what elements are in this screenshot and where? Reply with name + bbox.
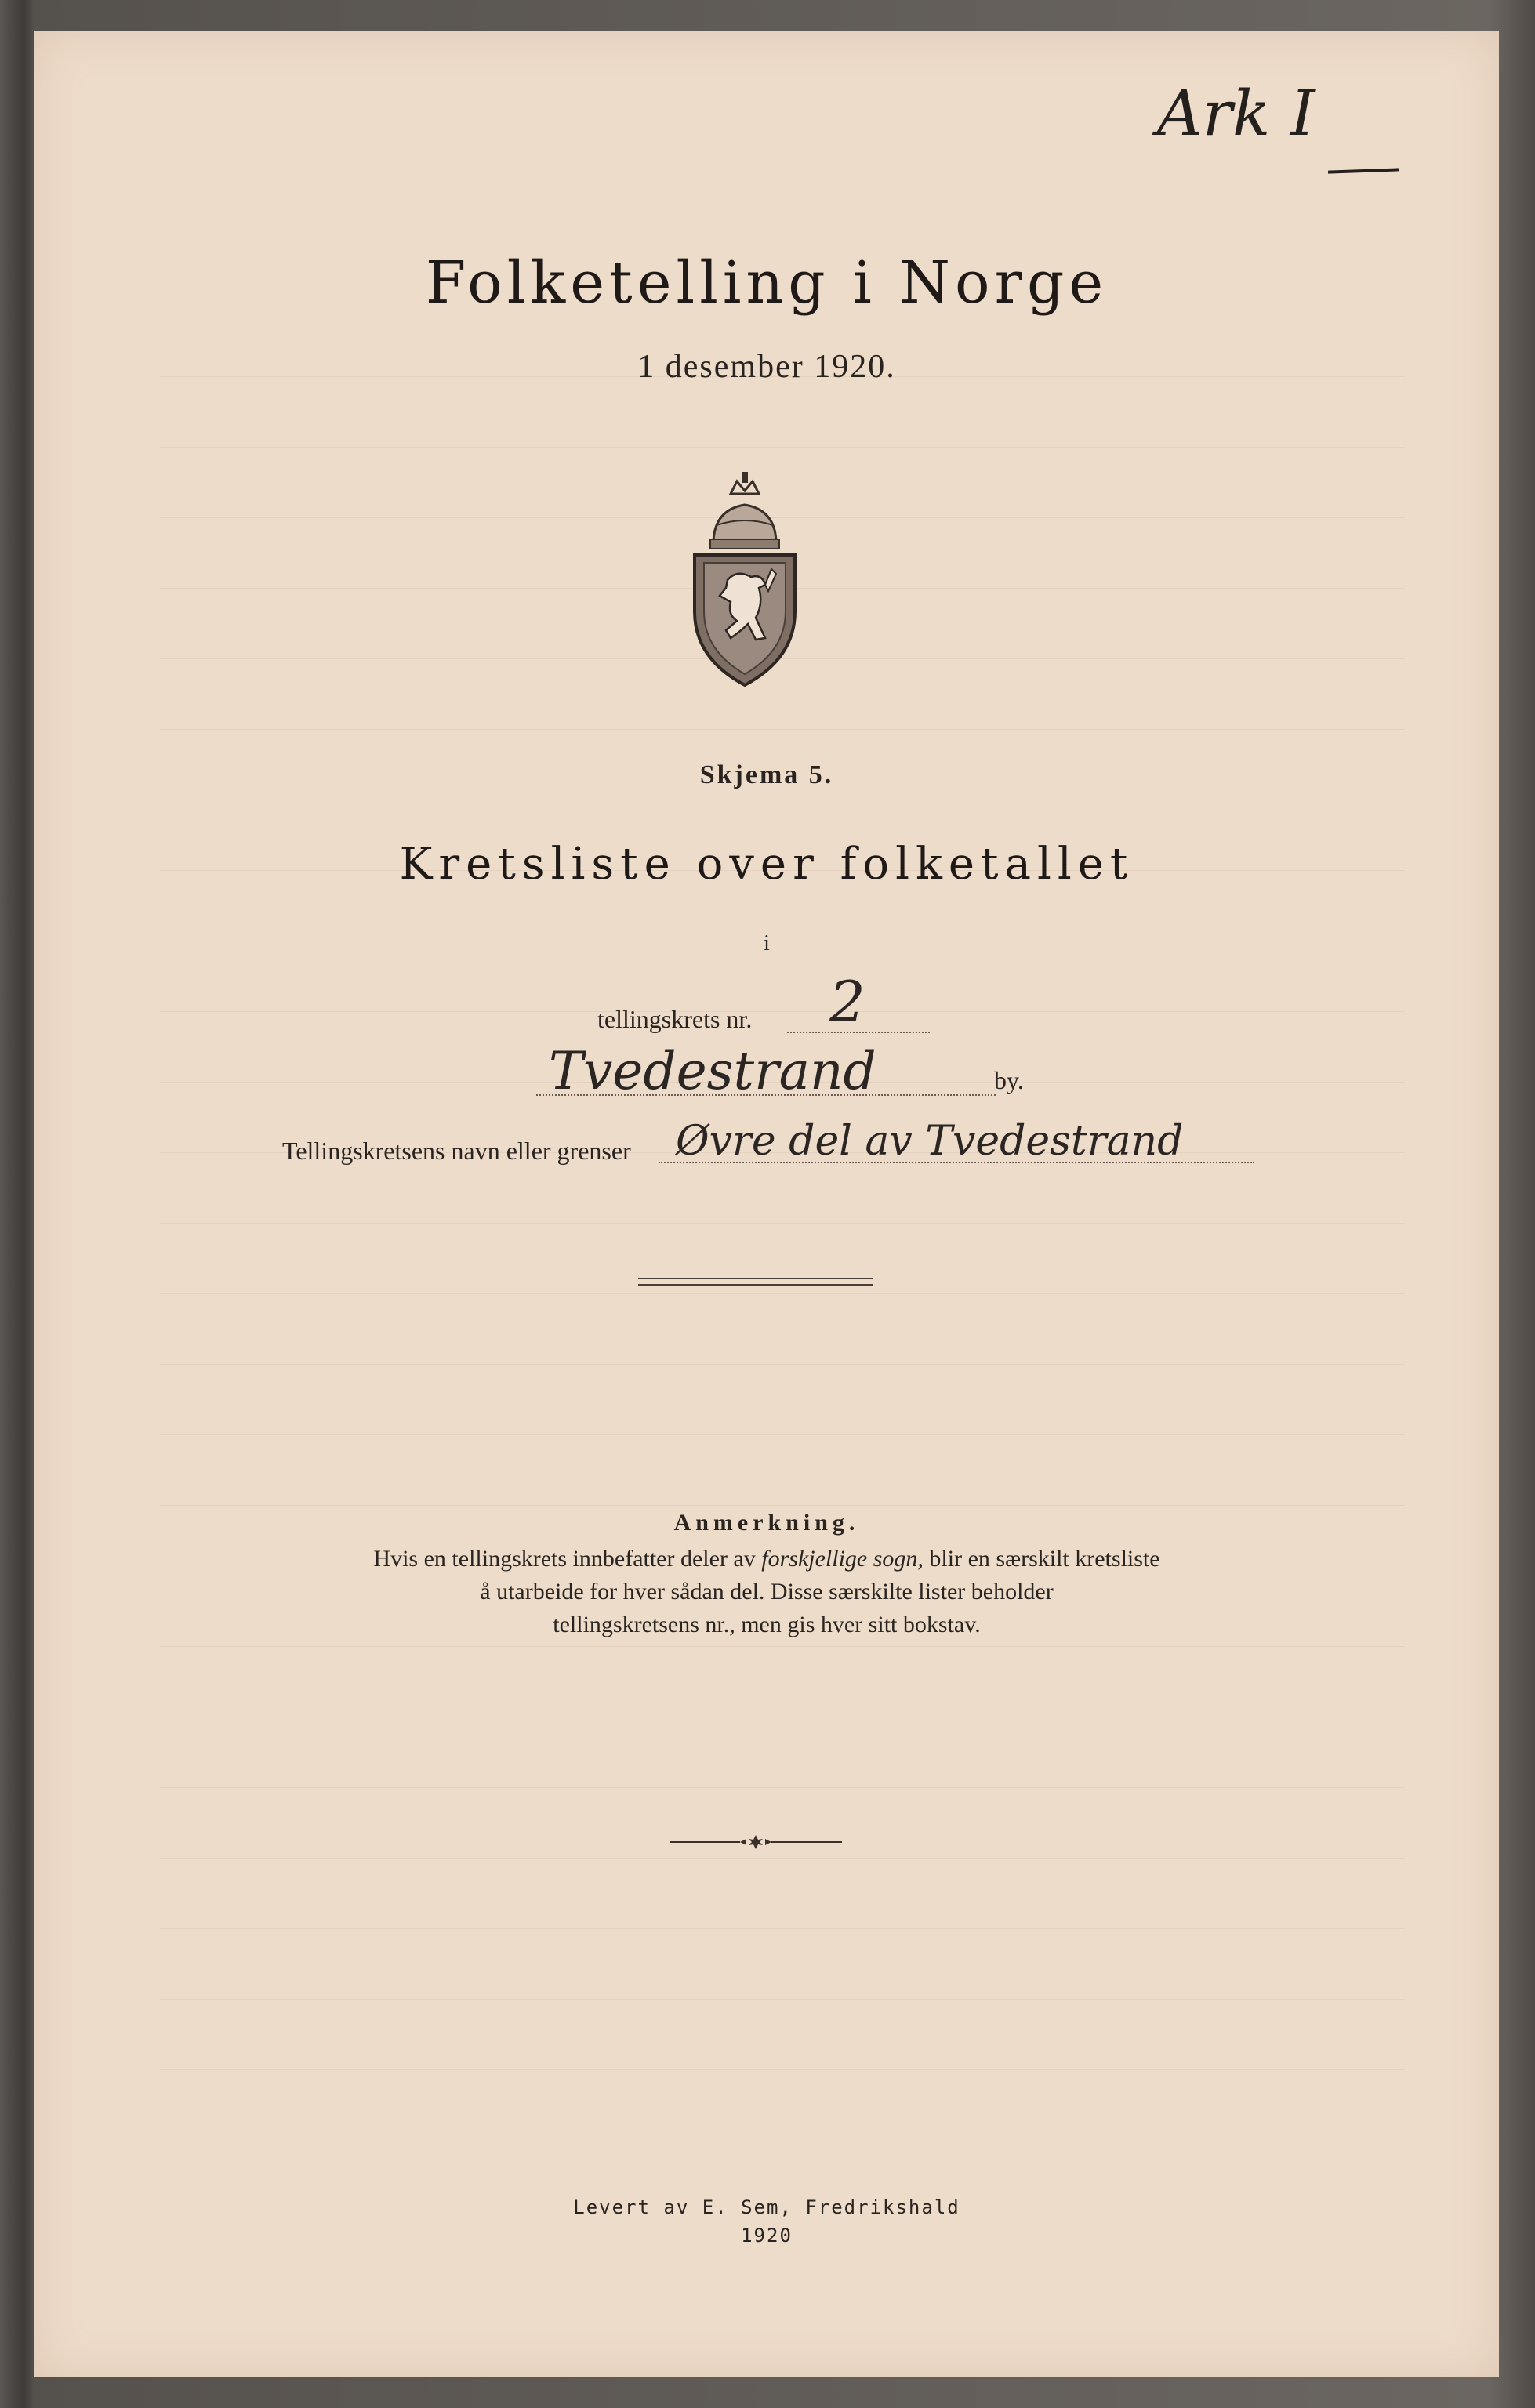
section-divider [638, 1278, 873, 1286]
note-line-1 [34, 1546, 1499, 1572]
boundaries-label: Tellingskretsens navn eller grenser [282, 1137, 631, 1165]
note-heading: Anmerkning. [673, 1510, 860, 1536]
note-line-3: tellingskretsens nr., men gis hver sitt bokstav. [553, 1612, 981, 1637]
form-subtitle: Kretsliste over folketallet [399, 839, 1134, 890]
schema-number: Skjema 5. [699, 760, 834, 789]
note-line-1-start: Hvis en tellingskrets innbefatter deler av [373, 1546, 762, 1572]
handwritten-sheet-mark: Ark I [1157, 77, 1315, 150]
town-name-value: Tvedestrand [549, 1041, 876, 1101]
district-number-label: tellingskrets nr. [597, 1005, 753, 1033]
census-form-page [34, 31, 1499, 2377]
printer-credit: Levert av E. Sem, Fredrikshald [573, 2196, 960, 2218]
note-line-1-italic: forskjellige sogn, [761, 1546, 924, 1572]
printer-year: 1920 [741, 2225, 793, 2247]
district-number-value: 2 [829, 969, 865, 1035]
census-date: 1 desember 1920. [637, 349, 896, 385]
note-line-2: å utarbeide for hver sådan del. Disse særskilte lister beholder [480, 1579, 1054, 1605]
town-suffix: by. [994, 1066, 1024, 1094]
note-line-1-end: blir en særskilt kretsliste [923, 1546, 1160, 1572]
norwegian-coat-of-arms-icon [690, 470, 800, 690]
preposition: i [764, 931, 770, 956]
page-title: Folketelling i Norge [425, 249, 1109, 317]
sheet-mark-underline [1328, 168, 1399, 173]
ornament-divider-icon [668, 1833, 844, 1851]
boundaries-value: Øvre del av Tvedestrand [676, 1118, 1184, 1165]
